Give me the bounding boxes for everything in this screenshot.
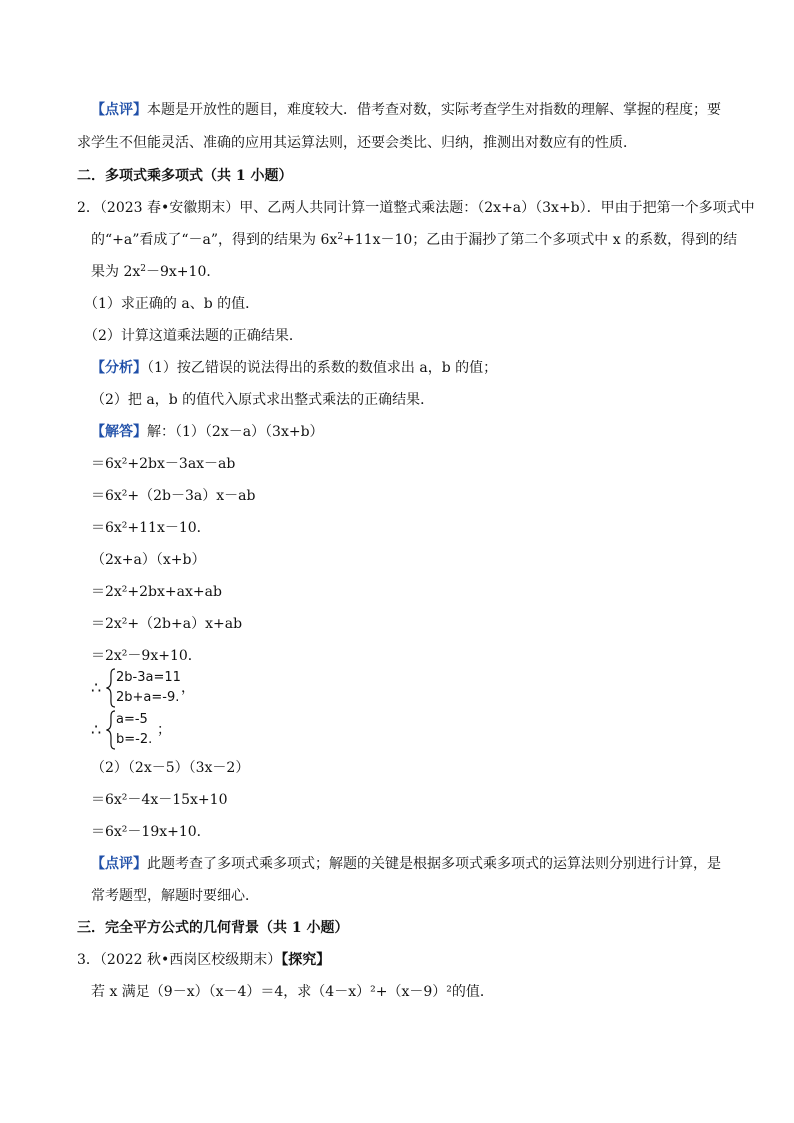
therefore-symbol: ∴	[91, 720, 102, 739]
answer-line	[91, 422, 324, 442]
step-5: ＝2x²+2bx+ax+ab	[91, 584, 222, 600]
problem-2-comment-line-2: 常考题型，解题时要细心．	[91, 888, 259, 904]
problem-3-header	[77, 950, 330, 970]
stem-b2: +11x－10；乙由于漏抄了第二个多项式中 x 的系数，得到的结	[343, 232, 738, 248]
superscript: 2	[337, 232, 344, 242]
system-2-eq-2: b=-2.	[116, 732, 153, 747]
system-2-trail: ；	[157, 722, 171, 738]
equation-system-1	[91, 668, 211, 708]
answer-intro: 解：（1）（2x－a）（3x+b）	[147, 424, 324, 440]
step-7: ＝2x²－9x+10．	[91, 648, 202, 664]
problem-stem-a: 甲、乙两人共同计算一道整式乘法题：（2x+a）（3x+b）．甲由于把第一个多项式中	[239, 200, 755, 216]
stem-c2: －9x+10．	[146, 264, 221, 280]
step-4: （2x+a）（x+b）	[91, 552, 206, 568]
part2-step-1: （2）（2x－5）（3x－2）	[91, 760, 250, 776]
system-1-trail: ，	[181, 680, 195, 696]
stem-b: 的“+a”看成了“－a”，得到的结果为 6x	[91, 232, 338, 248]
problem-3-stem: 若 x 满足（9－x）（x－4）＝4，求（4－x）²+（x－9）²的值．	[91, 984, 494, 1000]
left-brace-icon	[106, 668, 116, 708]
analysis-line-1	[91, 358, 497, 378]
step-6: ＝2x²+（2b+a）x+ab	[91, 616, 243, 632]
problem-2-comment-line-1	[91, 854, 721, 874]
problem-source: （2023 春•安徽期末）	[99, 200, 240, 216]
section-2-heading: 二．多项式乘多项式（共 1 小题）	[77, 168, 293, 184]
comment-line-2: 求学生不但能灵活、准确的应用其运算法则，还要会类比、归纳，推测出对数应有的性质．	[77, 135, 637, 151]
problem-tag: 【探究】	[281, 952, 331, 968]
problem-2-stem-line-1	[77, 198, 755, 218]
analysis-line-2: （2）把 a，b 的值代入原式求出整式乘法的正确结果．	[91, 392, 435, 408]
section-3-heading: 三．完全平方公式的几何背景（共 1 小题）	[77, 920, 349, 936]
problem-number: 3．	[77, 952, 100, 968]
problem-source: （2022 秋•西岗区校级期末）	[99, 952, 282, 968]
step-3: ＝6x²+11x－10．	[91, 520, 211, 536]
system-2-eq-1: a=-5	[116, 712, 148, 727]
problem-2-stem-line-2	[91, 230, 737, 250]
analysis-tag: 【分析】	[91, 360, 147, 376]
analysis-text-1: （1）按乙错误的说法得出的系数的数值求出 a，b 的值；	[147, 360, 498, 376]
comment-text-1: 本题是开放性的题目，难度较大．借考查对数，实际考查学生对指数的理解、掌握的程度；要	[147, 102, 721, 118]
left-brace-icon	[106, 710, 116, 750]
step-1: ＝6x²+2bx－3ax－ab	[91, 456, 236, 472]
system-1-eq-1: 2b-3a=11	[116, 670, 181, 685]
question-1: （1）求正确的 a、b 的值．	[84, 296, 260, 312]
problem-2-stem-line-3	[91, 262, 220, 282]
step-2: ＝6x²+（2b－3a）x－ab	[91, 488, 256, 504]
comment-line-1	[91, 100, 721, 120]
therefore-symbol: ∴	[91, 678, 102, 697]
superscript: 2	[140, 264, 146, 274]
comment-tag: 【点评】	[91, 102, 147, 118]
question-2: （2）计算这道乘法题的正确结果．	[84, 328, 303, 344]
stem-c: 果为 2x	[91, 264, 141, 280]
comment-text: 此题考查了多项式乘多项式；解题的关键是根据多项式乘多项式的运算法则分别进行计算，是	[147, 856, 721, 872]
comment-tag: 【点评】	[91, 856, 147, 872]
system-1-eq-2: 2b+a=-9.	[116, 690, 180, 705]
equation-system-2	[91, 710, 211, 750]
part2-step-2: ＝6x²－4x－15x+10	[91, 792, 228, 808]
problem-number: 2．	[77, 200, 100, 216]
answer-tag: 【解答】	[91, 424, 147, 440]
part2-step-3: ＝6x²－19x+10．	[91, 824, 211, 840]
